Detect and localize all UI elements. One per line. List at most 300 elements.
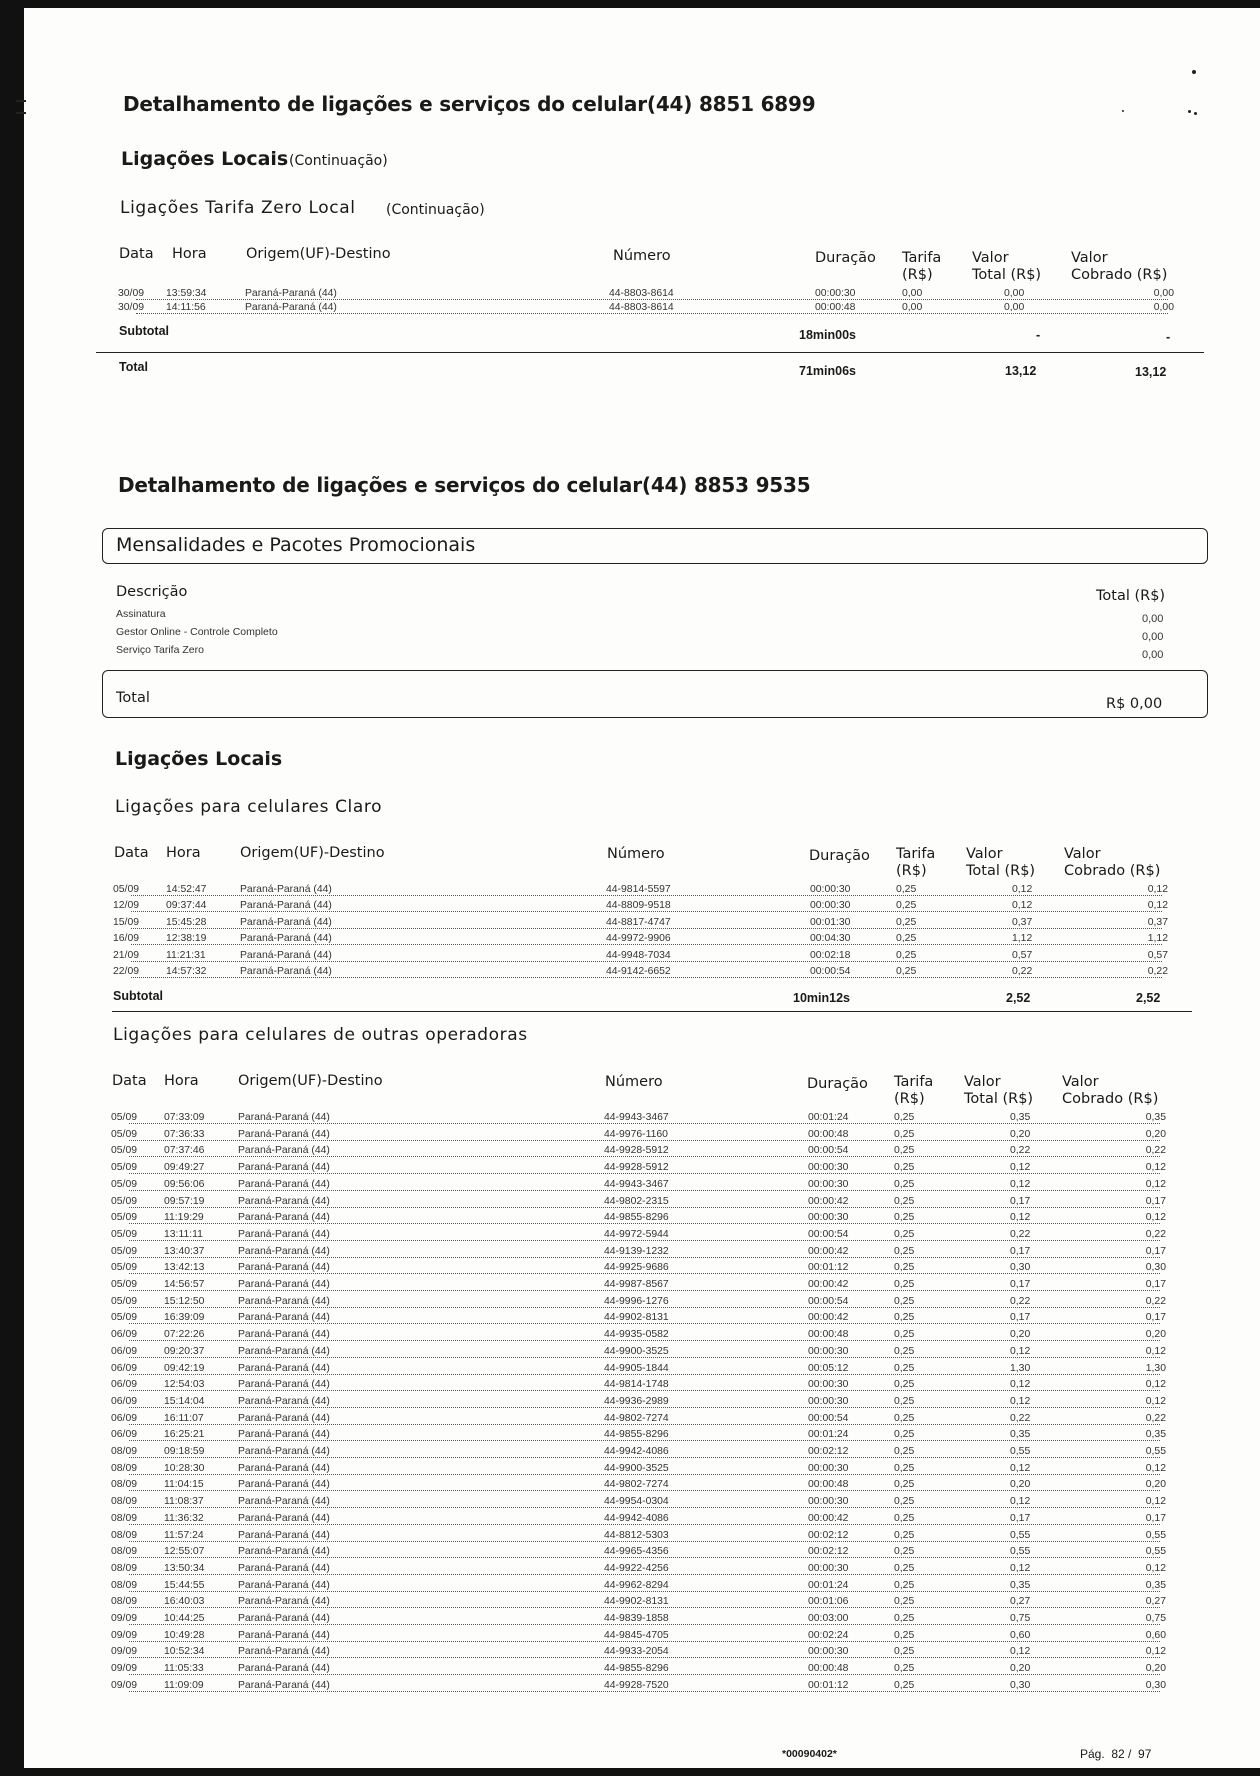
cell-numero: 44-8803-8614	[609, 301, 674, 313]
cell-duracao: 00:00:54	[808, 1145, 849, 1157]
col-origem: Origem(UF)-Destino	[240, 845, 385, 861]
cell-origem: Paraná-Paraná (44)	[238, 1329, 330, 1341]
dotted-leader	[131, 928, 1162, 929]
cell-origem: Paraná-Paraná (44)	[240, 949, 332, 961]
scan-dot	[1192, 70, 1196, 74]
cell-valor-total: 0,30	[1010, 1262, 1031, 1274]
dotted-leader	[129, 1390, 1160, 1391]
cell-numero: 44-9928-5912	[604, 1145, 669, 1157]
cell-valor-cobrado: 0,20	[1145, 1128, 1166, 1140]
section-header-1: Detalhamento de ligações e serviços do celular(44) 8851 6899	[123, 92, 816, 116]
cell-tarifa: 0,00	[902, 288, 923, 299]
cell-valor-cobrado: 0,12	[1145, 1178, 1166, 1190]
col-hora: Hora	[166, 845, 201, 861]
cell-origem: Paraná-Paraná (44)	[238, 1362, 330, 1374]
col-tarifa-label: Tarifa	[896, 846, 936, 862]
cell-tarifa: 0,25	[894, 1345, 915, 1357]
dotted-leader	[129, 1374, 1160, 1375]
table-row	[111, 1196, 1166, 1210]
cell-valor-total: 0,22	[1010, 1295, 1031, 1307]
table-row	[111, 1312, 1166, 1326]
cell-valor-total: 0,22	[1012, 966, 1033, 977]
cell-duracao: 00:01:30	[810, 916, 851, 928]
cell-tarifa: 0,25	[894, 1228, 915, 1240]
cell-numero: 44-9942-4086	[604, 1512, 669, 1524]
cell-data: 09/09	[111, 1663, 138, 1675]
cell-duracao: 00:01:24	[808, 1429, 849, 1441]
cell-valor-cobrado: 0,17	[1145, 1512, 1166, 1524]
cell-tarifa: 0,25	[894, 1446, 915, 1457]
cell-tarifa: 0,25	[894, 1162, 915, 1174]
cell-origem: Paraná-Paraná (44)	[240, 916, 332, 928]
mensalidade-item: Assinatura	[116, 608, 166, 620]
cell-duracao: 00:00:30	[808, 1646, 849, 1658]
table-row	[111, 1663, 1166, 1677]
cell-duracao: 00:00:42	[808, 1195, 849, 1207]
cell-hora: 09:18:59	[164, 1446, 205, 1457]
table-row	[111, 1396, 1166, 1410]
cell-valor-cobrado: 0,12	[1145, 1162, 1166, 1174]
cell-valor-total: 0,22	[1010, 1228, 1031, 1240]
cell-origem: Paraná-Paraná (44)	[238, 1679, 330, 1691]
cell-duracao: 00:00:30	[808, 1212, 849, 1224]
cell-valor-total: 0,12	[1010, 1395, 1031, 1407]
cell-valor-total: 0,17	[1010, 1312, 1031, 1324]
cell-valor-cobrado: 0,22	[1147, 966, 1168, 977]
cell-duracao: 00:00:30	[808, 1462, 849, 1474]
cell-hora: 11:21:31	[166, 949, 206, 961]
dotted-leader	[131, 961, 1162, 962]
cell-numero: 44-9972-9906	[606, 933, 671, 945]
col-data: Data	[119, 246, 154, 262]
col-data: Data	[112, 1073, 147, 1089]
table-row	[113, 933, 1168, 947]
s1-subtitle-note: (Continuação)	[386, 202, 485, 218]
cell-data: 08/09	[111, 1462, 138, 1474]
cell-valor-total: 0,12	[1010, 1646, 1031, 1658]
cell-hora: 09:57:19	[164, 1195, 205, 1207]
statement-sheet	[24, 8, 1260, 1768]
cell-hora: 14:56:57	[164, 1279, 205, 1290]
cell-data: 08/09	[111, 1596, 138, 1608]
cell-duracao: 00:00:48	[808, 1479, 849, 1491]
cell-numero: 44-9928-7520	[604, 1679, 669, 1691]
cell-hora: 09:49:27	[164, 1162, 205, 1174]
cell-hora: 16:39:09	[164, 1312, 205, 1324]
cell-tarifa: 0,25	[894, 1329, 915, 1341]
col-data: Data	[114, 845, 149, 861]
col-numero: Número	[605, 1074, 663, 1090]
dotted-leader	[129, 1240, 1160, 1241]
cell-origem: Paraná-Paraná (44)	[238, 1479, 330, 1491]
cell-numero: 44-9802-7274	[604, 1412, 669, 1424]
cell-tarifa: 0,25	[894, 1128, 915, 1140]
cell-numero: 44-9943-3467	[604, 1112, 669, 1123]
cell-data: 09/09	[111, 1613, 138, 1624]
scan-dot	[1194, 112, 1197, 115]
cell-hora: 12:54:03	[164, 1379, 205, 1391]
cell-data: 06/09	[111, 1379, 138, 1391]
col-valor-total-l2: Total (R$)	[964, 1091, 1034, 1107]
cell-valor-total: 0,20	[1010, 1128, 1031, 1140]
cell-valor-cobrado: 0,00	[1153, 301, 1174, 313]
cell-valor-cobrado: 0,30	[1145, 1679, 1166, 1691]
claro-subtotal-duracao: 10min12s	[793, 991, 850, 1005]
cell-numero: 44-9962-8294	[604, 1579, 669, 1591]
s1-subtotal-total: -	[1036, 328, 1041, 342]
claro-subtotal-cobrado: 2,52	[1136, 991, 1161, 1005]
cell-origem: Paraná-Paraná (44)	[238, 1262, 330, 1274]
table-row	[111, 1329, 1166, 1343]
cell-valor-cobrado: 0,55	[1145, 1529, 1166, 1541]
cell-hora: 15:12:50	[164, 1295, 205, 1307]
cell-duracao: 00:00:30	[810, 900, 851, 912]
table-row	[113, 917, 1168, 931]
cell-duracao: 00:00:30	[808, 1496, 849, 1508]
cell-valor-total: 0,27	[1010, 1596, 1031, 1608]
dotted-leader	[131, 977, 1162, 978]
cell-tarifa: 0,25	[894, 1362, 915, 1374]
cell-data: 06/09	[111, 1345, 138, 1357]
cell-tarifa: 0,25	[894, 1178, 915, 1190]
cell-data: 06/09	[111, 1362, 138, 1374]
cell-valor-cobrado: 1,30	[1145, 1362, 1166, 1374]
cell-valor-total: 0,35	[1010, 1579, 1031, 1591]
cell-tarifa: 0,25	[894, 1195, 915, 1207]
cell-valor-cobrado: 0,12	[1145, 1646, 1166, 1658]
cell-origem: Paraná-Paraná (44)	[238, 1295, 330, 1307]
cell-duracao: 00:02:24	[808, 1629, 849, 1641]
cell-hora: 07:36:33	[164, 1128, 205, 1140]
s1-subtotal-label: Subtotal	[119, 324, 169, 338]
cell-duracao: 00:00:30	[808, 1345, 849, 1357]
col-tarifa-label: Tarifa	[902, 250, 942, 266]
cell-valor-total: 0,75	[1010, 1613, 1031, 1624]
cell-hora: 15:14:04	[164, 1395, 205, 1407]
cell-tarifa: 0,25	[894, 1212, 915, 1224]
cell-duracao: 00:01:24	[808, 1112, 849, 1123]
cell-tarifa: 0,25	[896, 900, 917, 912]
cell-tarifa: 0,25	[894, 1646, 915, 1658]
table-row	[111, 1479, 1166, 1493]
col-hora: Hora	[164, 1073, 199, 1089]
cell-origem: Paraná-Paraná (44)	[238, 1195, 330, 1207]
cell-valor-cobrado: 0,17	[1145, 1195, 1166, 1207]
cell-hora: 09:56:06	[164, 1178, 205, 1190]
claro-subtotal-rule	[112, 1011, 1192, 1012]
cell-valor-total: 0,30	[1010, 1679, 1031, 1691]
cell-valor-cobrado: 0,12	[1145, 1462, 1166, 1474]
s1-total-duracao: 71min06s	[799, 364, 856, 378]
cell-tarifa: 0,25	[894, 1395, 915, 1407]
col-valor-cobrado	[1064, 846, 1160, 880]
cell-tarifa: 0,25	[896, 933, 917, 945]
cell-origem: Paraná-Paraná (44)	[238, 1395, 330, 1407]
table-row	[111, 1296, 1166, 1310]
cell-tarifa: 0,25	[894, 1613, 915, 1624]
cell-hora: 12:38:19	[166, 933, 207, 945]
mensalidades-col-total: Total (R$)	[1096, 588, 1166, 604]
cell-data: 05/09	[111, 1212, 138, 1224]
cell-data: 05/09	[111, 1279, 138, 1290]
cell-valor-cobrado: 0,27	[1145, 1596, 1166, 1608]
cell-valor-total: 1,12	[1012, 933, 1033, 945]
cell-duracao: 00:00:42	[808, 1245, 849, 1257]
table-row	[111, 1162, 1166, 1176]
cell-valor-total: 0,55	[1010, 1546, 1031, 1558]
cell-tarifa: 0,25	[894, 1462, 915, 1474]
cell-valor-total: 1,30	[1010, 1362, 1031, 1374]
cell-valor-total: 0,00	[1004, 301, 1025, 313]
cell-tarifa: 0,25	[894, 1429, 915, 1441]
cell-numero: 44-9900-3525	[604, 1462, 669, 1474]
cell-origem: Paraná-Paraná (44)	[238, 1245, 330, 1257]
cell-hora: 10:49:28	[164, 1629, 205, 1641]
cell-hora: 13:42:13	[164, 1262, 205, 1274]
cell-tarifa: 0,25	[894, 1479, 915, 1491]
claro-subtotal-total: 2,52	[1006, 991, 1031, 1005]
cell-data: 12/09	[113, 900, 140, 912]
cell-hora: 11:04:15	[164, 1479, 204, 1491]
cell-duracao: 00:00:54	[810, 966, 851, 977]
cell-valor-total: 0,22	[1010, 1412, 1031, 1424]
cell-valor-total: 0,12	[1010, 1379, 1031, 1391]
cell-tarifa: 0,25	[894, 1412, 915, 1424]
cell-origem: Paraná-Paraná (44)	[238, 1496, 330, 1508]
cell-tarifa: 0,25	[894, 1579, 915, 1591]
cell-valor-cobrado: 0,60	[1145, 1629, 1166, 1641]
cell-hora: 11:36:32	[164, 1512, 204, 1524]
cell-valor-cobrado: 0,12	[1145, 1212, 1166, 1224]
cell-data: 08/09	[111, 1529, 138, 1541]
cell-numero: 44-9814-1748	[604, 1379, 669, 1391]
cell-tarifa: 0,25	[894, 1245, 915, 1257]
table-row	[111, 1179, 1166, 1193]
dotted-leader	[129, 1290, 1160, 1291]
cell-numero: 44-9139-1232	[604, 1245, 669, 1257]
cell-data: 08/09	[111, 1446, 138, 1457]
cell-tarifa: 0,25	[894, 1546, 915, 1558]
cell-valor-total: 0,12	[1012, 900, 1033, 912]
cell-valor-cobrado: 0,00	[1153, 288, 1174, 299]
dotted-leader	[129, 1357, 1160, 1358]
cell-valor-cobrado: 0,57	[1147, 949, 1168, 961]
col-valor-cobrado	[1071, 250, 1167, 284]
cell-valor-cobrado: 0,35	[1145, 1112, 1166, 1123]
table-row	[111, 1580, 1166, 1594]
cell-valor-cobrado: 0,12	[1147, 900, 1168, 912]
cell-valor-cobrado: 0,17	[1145, 1312, 1166, 1324]
cell-origem: Paraná-Paraná (44)	[238, 1663, 330, 1675]
cell-valor-cobrado: 0,22	[1145, 1295, 1166, 1307]
table-row	[111, 1530, 1166, 1544]
col-tarifa-unit: (R$)	[896, 863, 927, 879]
table-row	[111, 1363, 1166, 1377]
col-valor-total-l2: Total (R$)	[966, 863, 1036, 879]
cell-valor-total: 0,17	[1010, 1279, 1031, 1290]
mensalidade-value: 0,00	[1142, 649, 1164, 661]
cell-tarifa: 0,25	[894, 1295, 915, 1307]
cell-tarifa: 0,25	[894, 1496, 915, 1508]
table-row	[111, 1346, 1166, 1360]
dotted-leader	[129, 1674, 1160, 1675]
cell-valor-total: 0,55	[1010, 1446, 1031, 1457]
cell-duracao: 00:00:48	[815, 301, 856, 313]
outras-call-table	[24, 1112, 1260, 1692]
cell-numero: 44-9855-8296	[604, 1663, 669, 1675]
cell-duracao: 00:00:30	[808, 1162, 849, 1174]
cell-data: 08/09	[111, 1496, 138, 1508]
cell-numero: 44-9902-8131	[604, 1596, 669, 1608]
binding-mark	[16, 100, 26, 102]
cell-hora: 09:42:19	[164, 1362, 205, 1374]
col-valor-total-l1: Valor	[972, 250, 1009, 266]
cell-valor-cobrado: 0,17	[1145, 1279, 1166, 1290]
cell-data: 05/09	[111, 1262, 138, 1274]
cell-hora: 16:40:03	[164, 1596, 205, 1608]
table-row	[111, 1229, 1166, 1243]
cell-valor-total: 0,00	[1004, 288, 1025, 299]
dotted-leader	[129, 1273, 1160, 1274]
cell-valor-cobrado: 0,17	[1145, 1245, 1166, 1257]
cell-valor-cobrado: 1,12	[1147, 933, 1168, 945]
cell-tarifa: 0,25	[894, 1663, 915, 1675]
cell-data: 05/09	[111, 1162, 138, 1174]
dotted-leader	[129, 1474, 1160, 1475]
cell-valor-total: 0,20	[1010, 1479, 1031, 1491]
cell-hora: 07:22:26	[164, 1329, 205, 1341]
cell-origem: Paraná-Paraná (44)	[245, 288, 337, 299]
s1-title: Ligações Locais	[121, 148, 289, 170]
cell-data: 05/09	[111, 1245, 138, 1257]
col-valor-cobrado-l2: Cobrado (R$)	[1071, 267, 1168, 283]
cell-valor-cobrado: 0,22	[1145, 1145, 1166, 1157]
dotted-leader	[129, 1407, 1160, 1408]
cell-valor-total: 0,12	[1010, 1462, 1031, 1474]
cell-hora: 16:25:21	[164, 1429, 205, 1441]
cell-duracao: 00:01:12	[808, 1679, 849, 1691]
cell-duracao: 00:05:12	[808, 1362, 849, 1374]
s2-title: Ligações Locais	[115, 748, 283, 770]
cell-tarifa: 0,25	[894, 1679, 915, 1691]
cell-data: 08/09	[111, 1479, 138, 1491]
cell-tarifa: 0,00	[902, 301, 923, 313]
table-row	[118, 288, 1174, 302]
table-row	[111, 1145, 1166, 1159]
mensalidades-title: Mensalidades e Pacotes Promocionais	[116, 534, 476, 556]
cell-origem: Paraná-Paraná (44)	[238, 1145, 330, 1157]
col-valor-total	[964, 1074, 1033, 1108]
cell-hora: 13:59:34	[166, 288, 207, 299]
cell-valor-cobrado: 0,12	[1147, 884, 1168, 895]
cell-hora: 10:28:30	[164, 1462, 205, 1474]
table-row	[111, 1262, 1166, 1276]
cell-origem: Paraná-Paraná (44)	[238, 1546, 330, 1558]
dotted-leader	[129, 1190, 1160, 1191]
cell-data: 09/09	[111, 1679, 138, 1691]
col-valor-cobrado-l1: Valor	[1071, 250, 1108, 266]
cell-data: 22/09	[113, 966, 140, 977]
dotted-leader	[129, 1223, 1160, 1224]
cell-duracao: 00:00:30	[810, 884, 851, 895]
col-tarifa-unit: (R$)	[902, 267, 933, 283]
cell-data: 05/09	[111, 1145, 138, 1157]
cell-numero: 44-9925-9686	[604, 1262, 669, 1274]
cell-tarifa: 0,25	[894, 1596, 915, 1608]
cell-valor-total: 0,20	[1010, 1663, 1031, 1675]
table-row	[113, 900, 1168, 914]
cell-numero: 44-9855-8296	[604, 1212, 669, 1224]
cell-data: 05/09	[111, 1295, 138, 1307]
col-valor-total-l1: Valor	[966, 846, 1003, 862]
cell-origem: Paraná-Paraná (44)	[238, 1629, 330, 1641]
cell-tarifa: 0,25	[896, 949, 917, 961]
binding-mark	[16, 112, 26, 114]
dotted-leader	[129, 1691, 1160, 1692]
cell-origem: Paraná-Paraná (44)	[238, 1162, 330, 1174]
cell-data: 08/09	[111, 1562, 138, 1574]
cell-numero: 44-8809-9518	[606, 900, 671, 912]
cell-origem: Paraná-Paraná (44)	[238, 1512, 330, 1524]
cell-duracao: 00:02:18	[810, 949, 851, 961]
cell-hora: 14:11:56	[166, 301, 206, 313]
cell-numero: 44-8817-4747	[606, 916, 671, 928]
cell-origem: Paraná-Paraná (44)	[238, 1279, 330, 1290]
cell-data: 15/09	[113, 916, 140, 928]
cell-origem: Paraná-Paraná (44)	[238, 1613, 330, 1624]
cell-valor-cobrado: 0,75	[1145, 1613, 1166, 1624]
table-row	[111, 1513, 1166, 1527]
mensalidades-total-label: Total	[116, 690, 150, 706]
cell-numero: 44-9976-1160	[604, 1128, 668, 1140]
cell-numero: 44-9905-1844	[604, 1362, 669, 1374]
cell-duracao: 00:00:30	[808, 1379, 849, 1391]
dotted-leader	[129, 1424, 1160, 1425]
col-numero: Número	[607, 846, 665, 862]
cell-tarifa: 0,25	[894, 1279, 915, 1290]
dotted-leader	[129, 1524, 1160, 1525]
dotted-leader	[129, 1207, 1160, 1208]
dotted-leader	[129, 1657, 1160, 1658]
dotted-leader	[129, 1140, 1160, 1141]
cell-numero: 44-9954-0304	[604, 1496, 669, 1508]
table-row	[111, 1463, 1166, 1477]
cell-tarifa: 0,25	[894, 1312, 915, 1324]
table-row	[113, 966, 1168, 980]
cell-tarifa: 0,25	[896, 916, 917, 928]
dotted-leader	[131, 944, 1162, 945]
cell-numero: 44-9142-6652	[606, 966, 671, 977]
dotted-leader	[129, 1323, 1160, 1324]
cell-tarifa: 0,25	[894, 1262, 915, 1274]
mensalidade-item: Serviço Tarifa Zero	[116, 644, 204, 656]
dotted-leader	[129, 1156, 1160, 1157]
cell-duracao: 00:02:12	[808, 1529, 849, 1541]
cell-valor-total: 0,12	[1010, 1345, 1031, 1357]
dotted-leader	[129, 1557, 1160, 1558]
cell-origem: Paraná-Paraná (44)	[240, 933, 332, 945]
cell-valor-cobrado: 0,55	[1145, 1546, 1166, 1558]
cell-duracao: 00:00:54	[808, 1412, 849, 1424]
cell-duracao: 00:00:42	[808, 1279, 849, 1290]
cell-origem: Paraná-Paraná (44)	[240, 966, 332, 977]
cell-data: 08/09	[111, 1546, 138, 1558]
cell-numero: 44-9839-1858	[604, 1613, 669, 1624]
cell-valor-cobrado: 0,12	[1145, 1379, 1166, 1391]
scan-dot	[1122, 110, 1124, 112]
cell-valor-total: 0,12	[1010, 1178, 1031, 1190]
cell-tarifa: 0,25	[894, 1629, 915, 1641]
